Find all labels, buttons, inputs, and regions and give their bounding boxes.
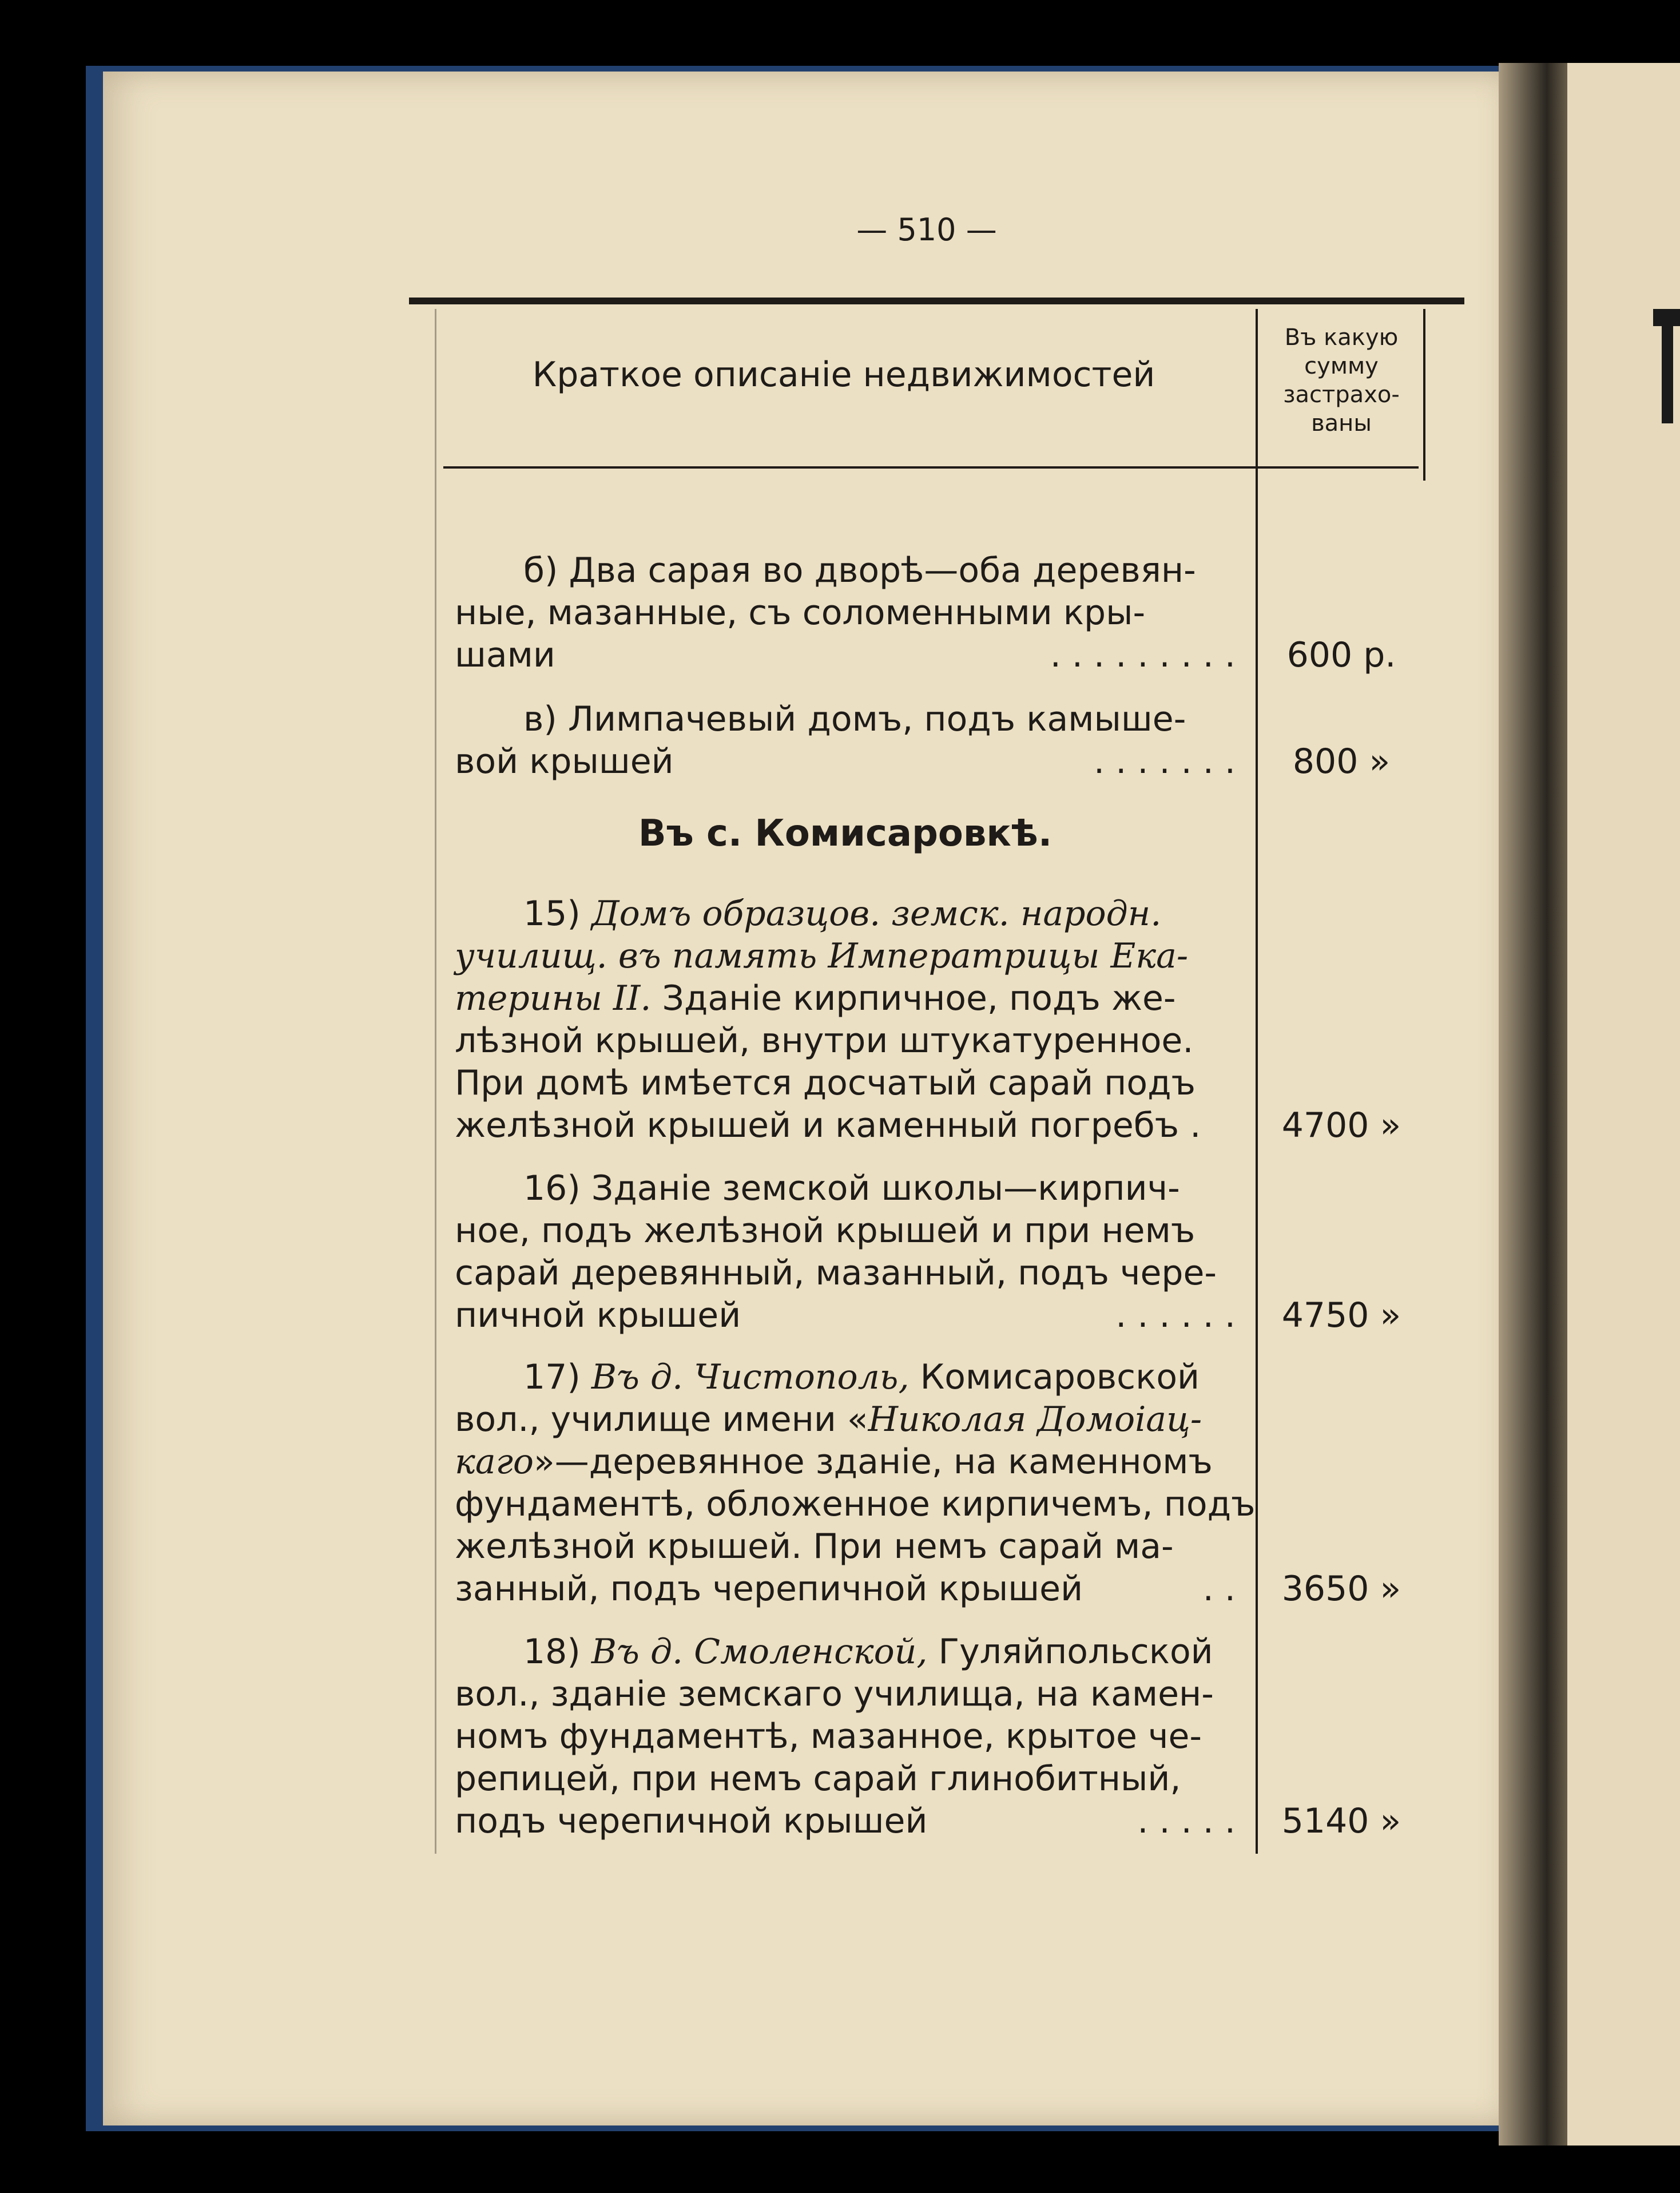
leader-dots: . . . . . bbox=[1137, 1801, 1236, 1841]
entry-line: репицей, при немъ сарай глинобитный, bbox=[455, 1759, 1181, 1799]
column-header-amount bbox=[1258, 323, 1424, 438]
entry-number: 18) bbox=[523, 1632, 581, 1672]
entry-line bbox=[455, 935, 1236, 977]
entry-line bbox=[455, 634, 1236, 676]
column-header-amount-line: застрахо- bbox=[1283, 382, 1400, 408]
amount-16: 4750 » bbox=[1281, 1295, 1401, 1335]
entry-line bbox=[455, 1441, 1236, 1483]
book-gutter bbox=[1499, 63, 1579, 2146]
entry-line bbox=[455, 1356, 1236, 1398]
entry-line: лѣзной крышей, внутри штукатуренное. bbox=[455, 1021, 1194, 1061]
entry-line: При домѣ имѣется досчатый сарай подъ bbox=[455, 1063, 1196, 1103]
entry-text: Гуляйпольской bbox=[938, 1632, 1213, 1672]
entry-italic: училищ. въ память Императрицы Ека- bbox=[455, 936, 1189, 976]
facing-page-mark-stem bbox=[1662, 309, 1673, 423]
entry-line bbox=[455, 1398, 1236, 1441]
amount-v: 800 » bbox=[1292, 741, 1391, 782]
entry-line bbox=[455, 1568, 1236, 1610]
leader-dots: . . . . . . . . . bbox=[1050, 635, 1236, 675]
table-header-rule bbox=[443, 466, 1419, 469]
leader-dots: . . . . . . bbox=[1115, 1295, 1236, 1335]
entry-18 bbox=[455, 1631, 1236, 1842]
column-divider bbox=[1256, 309, 1258, 1854]
entry-line: сарай деревянный, мазанный, подъ чере- bbox=[455, 1253, 1217, 1293]
page-number: — 510 — bbox=[856, 212, 997, 248]
entry-line: в) Лимпачевый домъ, подъ камыше- bbox=[523, 699, 1186, 739]
entry-line bbox=[455, 1631, 1236, 1673]
entry-15 bbox=[455, 893, 1236, 1147]
entry-b bbox=[455, 549, 1236, 676]
leader-dots: . . bbox=[1202, 1569, 1236, 1609]
entry-italic: Въ д. Смоленской, bbox=[591, 1632, 928, 1672]
column-header-amount-line: Въ какую bbox=[1284, 324, 1399, 351]
column-header-amount-line: ваны bbox=[1311, 410, 1372, 437]
entry-line: ное, подъ желѣзной крышей и при немъ bbox=[455, 1211, 1196, 1251]
entry-text: вой крышей bbox=[455, 741, 674, 782]
column-header-description: Краткое описанiе недвижимостей bbox=[532, 355, 1155, 395]
entry-line: б) Два сарая во дворѣ—оба деревян- bbox=[523, 550, 1196, 590]
entry-line: фундаментѣ, обложенное кирпичемъ, подъ bbox=[455, 1484, 1256, 1524]
section-title: Въ с. Комисаровкѣ. bbox=[638, 812, 1053, 855]
entry-italic: Домъ образцов. земск. народн. bbox=[591, 894, 1162, 934]
entry-line bbox=[455, 1800, 1236, 1842]
entry-italic: каго bbox=[455, 1442, 534, 1482]
entry-line bbox=[455, 1294, 1236, 1337]
entry-italic: терины II. bbox=[455, 978, 652, 1018]
entry-text: шами bbox=[455, 635, 555, 675]
entry-line: ные, мазанные, съ соломенными кры- bbox=[455, 593, 1146, 633]
amount-17: 3650 » bbox=[1281, 1569, 1401, 1609]
leader-dots: . . . . . . . bbox=[1094, 741, 1236, 782]
entry-17 bbox=[455, 1356, 1256, 1610]
entry-italic: Въ д. Чистополь, bbox=[591, 1357, 909, 1397]
entry-text: »—деревянное зданiе, на каменномъ bbox=[534, 1442, 1213, 1482]
entry-line: номъ фундаментѣ, мазанное, крытое че- bbox=[455, 1716, 1202, 1756]
entry-italic: Николая Домоiац- bbox=[868, 1399, 1202, 1439]
entry-text: занный, подъ черепичной крышей bbox=[455, 1569, 1083, 1609]
entry-text: Комисаровской bbox=[920, 1357, 1200, 1397]
amount-b: 600 р. bbox=[1286, 635, 1396, 675]
entry-line: вол., зданiе земскаго училища, на камен- bbox=[455, 1674, 1214, 1714]
entry-line bbox=[455, 893, 1236, 935]
entry-text: Зданiе кирпичное, подъ же- bbox=[662, 978, 1176, 1018]
entry-text: вол., училище имени « bbox=[455, 1399, 868, 1439]
entry-line: желѣзной крышей. При немъ сарай ма- bbox=[455, 1526, 1174, 1567]
entry-line bbox=[455, 977, 1236, 1020]
entry-line: желѣзной крышей и каменный погребъ . bbox=[455, 1105, 1201, 1145]
entry-v bbox=[455, 698, 1236, 783]
table-left-border bbox=[435, 309, 436, 1854]
entry-number: 15) bbox=[523, 894, 581, 934]
column-header-amount-line: сумму bbox=[1304, 353, 1379, 379]
table-top-rule bbox=[409, 298, 1464, 304]
entry-16 bbox=[455, 1167, 1236, 1337]
entry-text: подъ черепичной крышей bbox=[455, 1801, 928, 1841]
entry-text: пичной крышей bbox=[455, 1295, 741, 1335]
entry-number: 17) bbox=[523, 1357, 581, 1397]
entry-line: 16) Зданiе земской школы—кирпич- bbox=[523, 1168, 1180, 1208]
amount-15: 4700 » bbox=[1281, 1105, 1401, 1145]
entry-line bbox=[455, 740, 1236, 783]
amount-18: 5140 » bbox=[1281, 1801, 1401, 1841]
